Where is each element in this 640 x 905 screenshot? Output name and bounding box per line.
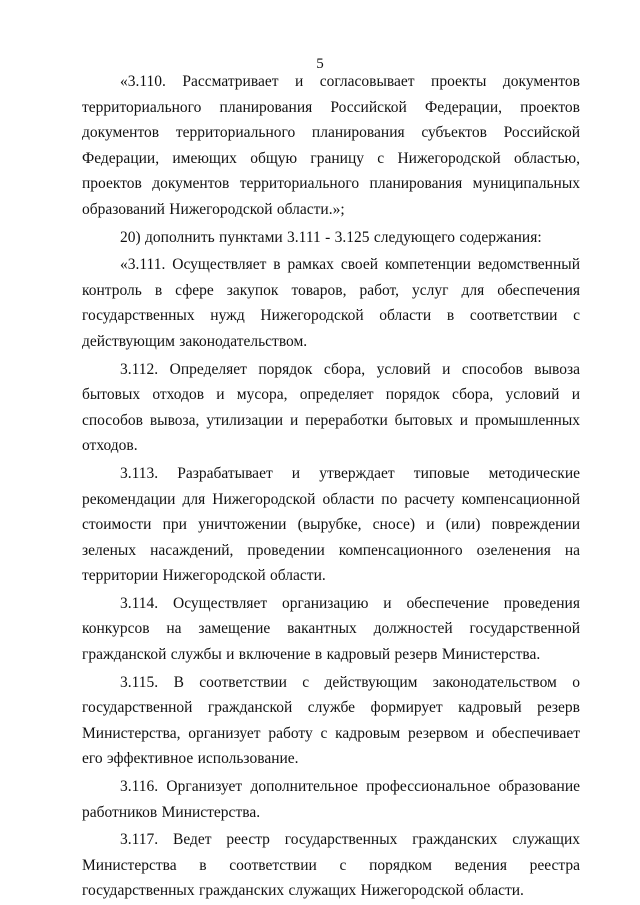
paragraph-3-112: 3.112. Определяет порядок сбора, условий и способов вывоза бытовых отходов и мусора, определяет порядок сбора, условий и способов вывоза, утилизации и переработки бытовых и промышленных отходов. <box>82 360 580 455</box>
paragraph-3-117: 3.117. Ведет реестр государственных гражданских служащих Министерства в соответствии с порядком ведения реестра государственных гражданских служащих Нижегородской области. <box>82 831 580 900</box>
page-number: 5 <box>316 56 324 72</box>
paragraph-3-110: «3.110. Рассматривает и согласовывает проекты документов территориального планирования Российской Федерации, проектов документов территориального планирования субъектов Российской Федерации, имеющих общую границу с Нижегородской областью, проектов документов территориального планирования муниципальных образований Нижегородской области.»; <box>82 73 580 218</box>
paragraph-3-113: 3.113. Разрабатывает и утверждает типовые методические рекомендации для Нижегородской области по расчету компенсационной стоимости при уничтожении (вырубке, сносе) и (или) повреждении зеленых насаждений, проведении компенсационного озеленения на территории Нижегородской области. <box>82 464 580 585</box>
document-body <box>82 69 580 904</box>
paragraph-3-115: 3.115. В соответствии с действующим законодательством о государственной гражданской службе формирует кадровый резерв Министерства, организует работу с кадровым резервом и обеспечивает его эффективное использование. <box>82 673 580 768</box>
paragraph-3-116: 3.116. Организует дополнительное профессиональное образование работников Министерства. <box>82 778 580 821</box>
paragraph-3-111: «3.111. Осуществляет в рамках своей компетенции ведомственный контроль в сфере закупок товаров, работ, услуг для обеспечения государственных нужд Нижегородской области в соответствии с действующим законодательством. <box>82 256 580 350</box>
paragraph-3-114: 3.114. Осуществляет организацию и обеспечение проведения конкурсов на замещение вакантных должностей государственной гражданской службы и включение в кадровый резерв Министерства. <box>82 594 580 664</box>
paragraph-item-20: 20) дополнить пунктами 3.111 - 3.125 следующего содержания: <box>120 228 542 246</box>
